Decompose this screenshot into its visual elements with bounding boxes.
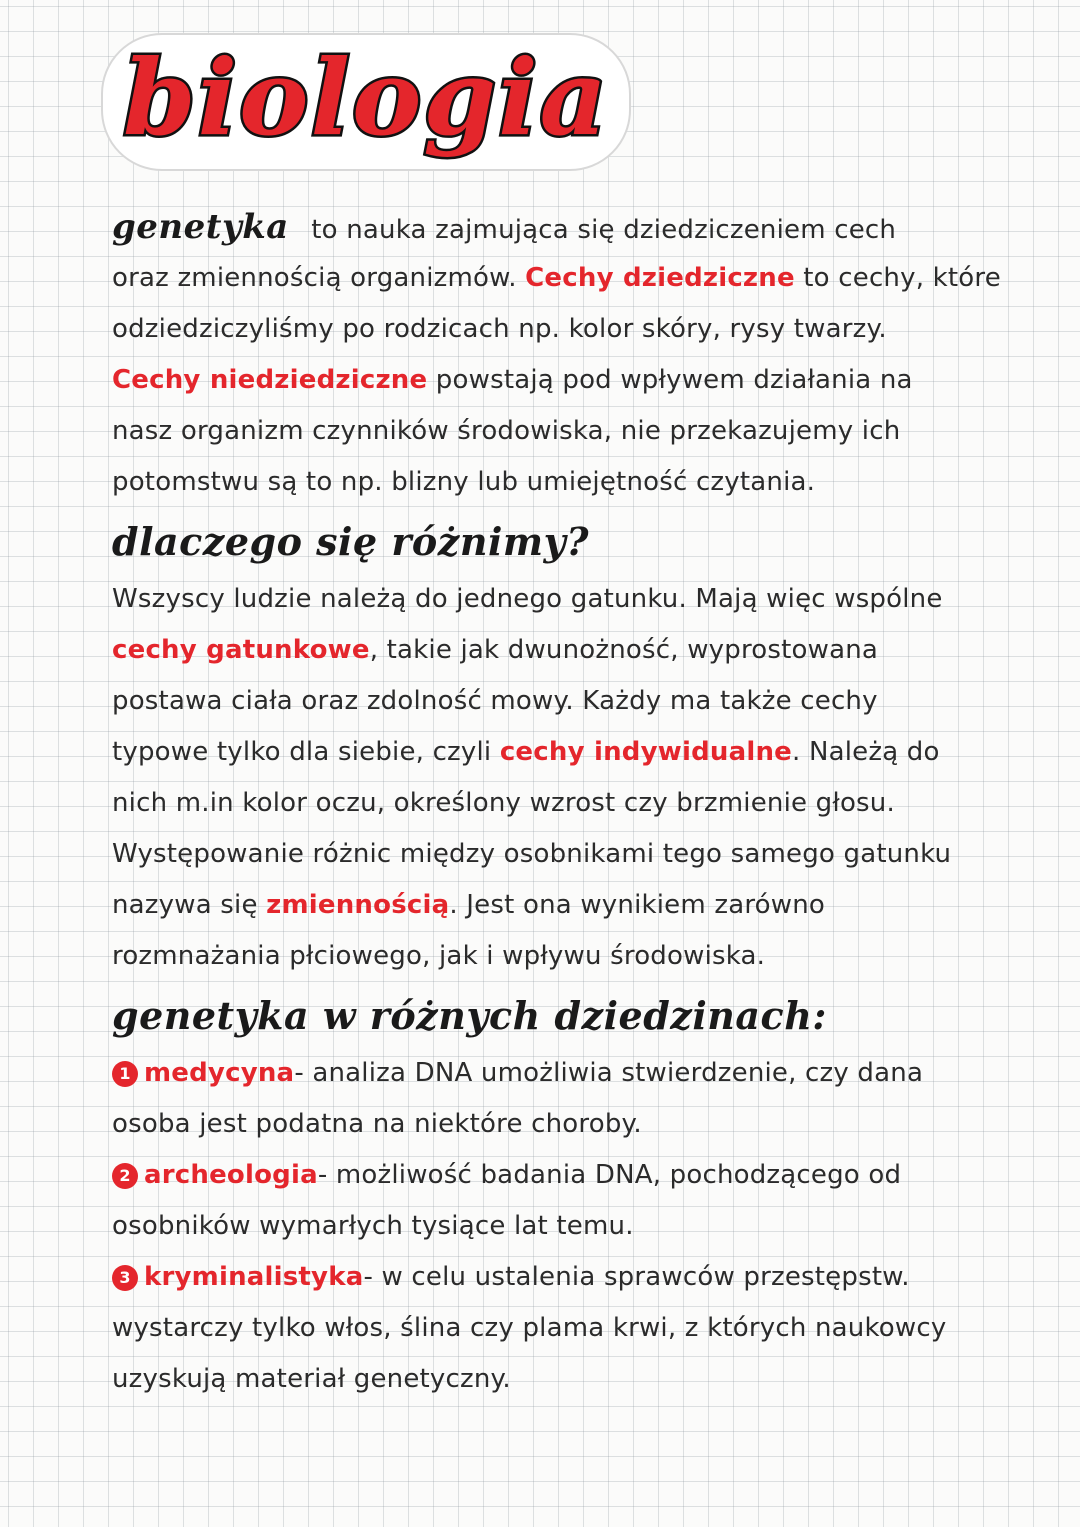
why-text: . Należą do [792, 737, 940, 767]
why-text: Wszyscy ludzie należą do jednego gatunku. Mają więc wspólne [112, 584, 943, 614]
term-cechy-gatunkowe: cechy gatunkowe [112, 635, 370, 665]
field-item-kryminalistyka-cont [112, 1303, 1022, 1354]
why-text: typowe tylko dla siebie, czyli [112, 737, 492, 767]
field-name: kryminalistyka [144, 1262, 364, 1292]
why-text: nich m.in kolor oczu, określony wzrost czy brzmienie głosu. [112, 788, 895, 818]
why-line-5 [112, 778, 1022, 829]
why-text: . Jest ona wynikiem zarówno [449, 890, 826, 920]
field-text: - analiza DNA umożliwia stwierdzenie, czy dana [294, 1058, 924, 1088]
intro-text: odziedziczyliśmy po rodzicach np. kolor skóry, rysy twarzy. [112, 314, 887, 344]
intro-text: to nauka zajmująca się dziedziczeniem cech [311, 215, 897, 245]
field-text: - w celu ustalenia sprawców przestępstw. [363, 1262, 910, 1292]
field-text: wystarczy tylko włos, ślina czy plama krwi, z których naukowcy [112, 1313, 947, 1343]
intro-line-2 [112, 253, 1022, 304]
why-line-1 [112, 574, 1022, 625]
why-line-3 [112, 676, 1022, 727]
field-item-archeologia-cont [112, 1201, 1022, 1252]
section-heading-fields: genetyka w różnych dziedzinach: [112, 993, 827, 1038]
why-line-2 [112, 625, 1022, 676]
intro-line-5 [112, 406, 1022, 457]
intro-line-6 [112, 457, 1022, 508]
field-text: - możliwość badania DNA, pochodzącego od [317, 1160, 902, 1190]
field-name: archeologia [144, 1160, 318, 1190]
field-item-archeologia [112, 1150, 1022, 1201]
title-graphic [96, 26, 636, 176]
section-heading-genetyka: genetyka [112, 207, 289, 247]
why-text: , takie jak dwunożność, wyprostowana [369, 635, 879, 665]
intro-text: to cechy, które [803, 263, 1001, 293]
title-sticker [96, 26, 636, 176]
why-line-8 [112, 931, 1022, 982]
why-line-6 [112, 829, 1022, 880]
intro-text: oraz zmiennością organizmów. [112, 263, 517, 293]
field-item-medycyna-cont [112, 1099, 1022, 1150]
section-heading-why: dlaczego się różnimy? [112, 519, 589, 564]
notes-content [112, 202, 1022, 1405]
field-name: medycyna [144, 1058, 295, 1088]
why-text: postawa ciała oraz zdolność mowy. Każdy ma także cechy [112, 686, 878, 716]
field-item-kryminalistyka-cont2 [112, 1354, 1022, 1405]
field-item-medycyna [112, 1048, 1022, 1099]
intro-text: nasz organizm czynników środowiska, nie przekazujemy ich [112, 416, 901, 446]
section-why [112, 510, 1022, 574]
term-zmiennosc: zmiennością [266, 890, 450, 920]
why-line-4 [112, 727, 1022, 778]
intro-text: potomstwu są to np. blizny lub umiejętność czytania. [112, 467, 816, 497]
why-text: Występowanie różnic między osobnikami tego samego gatunku [112, 839, 952, 869]
intro-line-3 [112, 304, 1022, 355]
field-text: uzyskują materiał genetyczny. [112, 1364, 511, 1394]
intro-line-4 [112, 355, 1022, 406]
why-text: rozmnażania płciowego, jak i wpływu środowiska. [112, 941, 766, 971]
number-badge: 3 [112, 1265, 138, 1291]
why-line-7 [112, 880, 1022, 931]
intro-text: powstają pod wpływem działania na [435, 365, 913, 395]
field-item-kryminalistyka [112, 1252, 1022, 1303]
intro-line-1 [112, 202, 1022, 253]
field-text: osobników wymarłych tysiące lat temu. [112, 1211, 634, 1241]
field-text: osoba jest podatna na niektóre choroby. [112, 1109, 642, 1139]
term-cechy-niedziedziczne: Cechy niedziedziczne [112, 365, 428, 395]
number-badge: 2 [112, 1163, 138, 1189]
term-cechy-dziedziczne: Cechy dziedziczne [525, 263, 795, 293]
why-text: nazywa się [112, 890, 258, 920]
term-cechy-indywidualne: cechy indywidualne [499, 737, 793, 767]
number-badge: 1 [112, 1061, 138, 1087]
title-text: biologia [122, 36, 610, 159]
section-fields [112, 984, 1022, 1048]
